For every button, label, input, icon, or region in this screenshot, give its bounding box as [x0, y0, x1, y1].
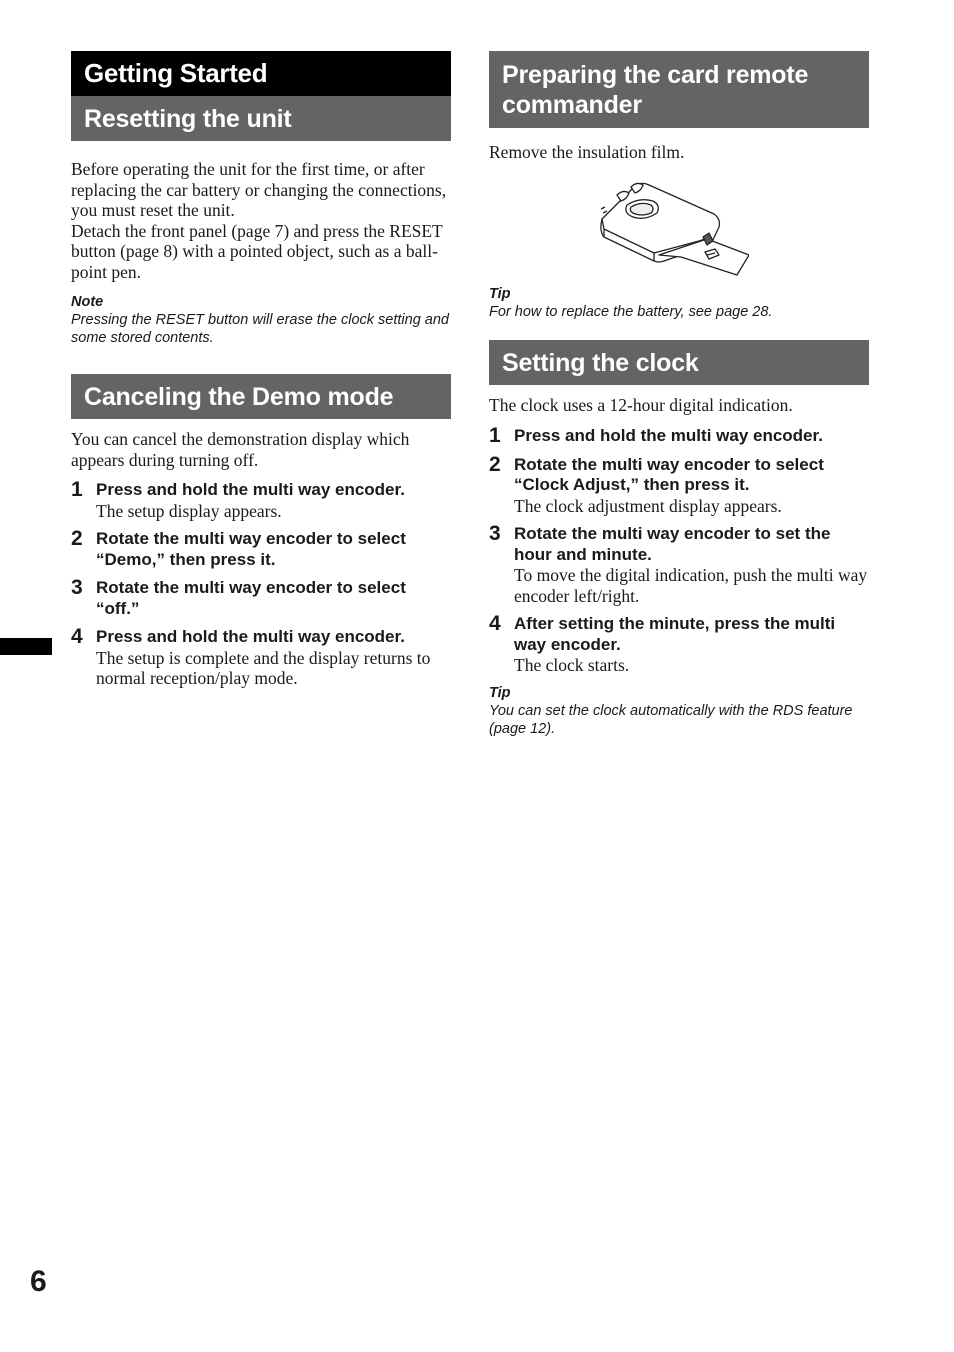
- step-number: 1: [489, 424, 501, 447]
- step-item: [489, 524, 869, 606]
- page-number: 6: [30, 1265, 47, 1298]
- tip-text: You can set the clock automatically with the RDS feature (page 12).: [489, 702, 853, 737]
- card-remote-illustration: [599, 179, 749, 279]
- step-description: To move the digital indication, push the multi way encoder left/right.: [514, 565, 868, 606]
- clock-heading: Setting the clock: [489, 340, 869, 385]
- step-number: 4: [489, 612, 501, 635]
- step-title: Rotate the multi way encoder to select “Clock Adjust,” then press it.: [514, 454, 824, 494]
- step-number: 3: [489, 522, 501, 545]
- step-title: Rotate the multi way encoder to select “off.”: [96, 578, 406, 618]
- step-item: [489, 452, 869, 517]
- step-title: Press and hold the multi way encoder.: [96, 627, 405, 646]
- step-item: [489, 426, 869, 447]
- step-item: [489, 614, 869, 676]
- step-title: Press and hold the multi way encoder.: [514, 426, 823, 445]
- step-description: The clock adjustment display appears.: [514, 495, 782, 516]
- step-description: The clock starts.: [514, 655, 630, 675]
- reset-note: [71, 293, 451, 347]
- step-description: The setup display appears.: [96, 500, 282, 521]
- step-item: [71, 480, 451, 521]
- reset-paragraph-2: Detach the front panel (page 7) and press the RESET button (page 8) with a pointed object, such as a ball-point pen.: [71, 220, 443, 282]
- note-text: Pressing the RESET button will erase the clock setting and some stored contents.: [71, 312, 449, 346]
- step-number: 2: [489, 452, 501, 476]
- step-number: 1: [71, 478, 83, 501]
- clock-intro: The clock uses a 12-hour digital indication.: [489, 394, 793, 415]
- step-number: 2: [71, 527, 83, 550]
- left-column: [71, 51, 451, 697]
- step-item: [71, 627, 451, 689]
- tip-title: Tip: [489, 684, 511, 701]
- tip-title: Tip: [489, 285, 511, 302]
- reset-paragraph-1: Before operating the unit for the first time, or after replacing the car battery or changing the connections, you must reset the unit.: [71, 159, 447, 220]
- reset-heading: Resetting the unit: [71, 96, 451, 141]
- clock-tip: [489, 684, 869, 738]
- section-tab-marker: [0, 638, 52, 655]
- step-item: [71, 529, 451, 570]
- card-instruction: Remove the insulation film.: [489, 142, 685, 162]
- right-column: [489, 51, 869, 738]
- step-description: The setup is complete and the display returns to normal reception/play mode.: [96, 647, 431, 688]
- step-item: [71, 578, 451, 619]
- step-number: 4: [71, 625, 83, 648]
- step-number: 3: [71, 576, 83, 599]
- tip-text: For how to replace the battery, see page 28.: [489, 303, 773, 320]
- step-title: Rotate the multi way encoder to set the hour and minute.: [514, 524, 831, 564]
- chapter-title: Getting Started: [71, 51, 451, 96]
- step-title: After setting the minute, press the multi way encoder.: [514, 614, 836, 654]
- clock-steps: [489, 426, 869, 676]
- step-title: Rotate the multi way encoder to select “Demo,” then press it.: [96, 529, 406, 569]
- note-title: Note: [71, 294, 104, 310]
- card-tip: [489, 285, 869, 321]
- demo-steps: [71, 480, 451, 689]
- card-remote-heading: Preparing the card remote commander: [489, 51, 869, 128]
- demo-heading: Canceling the Demo mode: [71, 374, 451, 419]
- step-title: Press and hold the multi way encoder.: [96, 480, 405, 499]
- demo-intro: You can cancel the demonstration display which appears during turning off.: [71, 429, 410, 470]
